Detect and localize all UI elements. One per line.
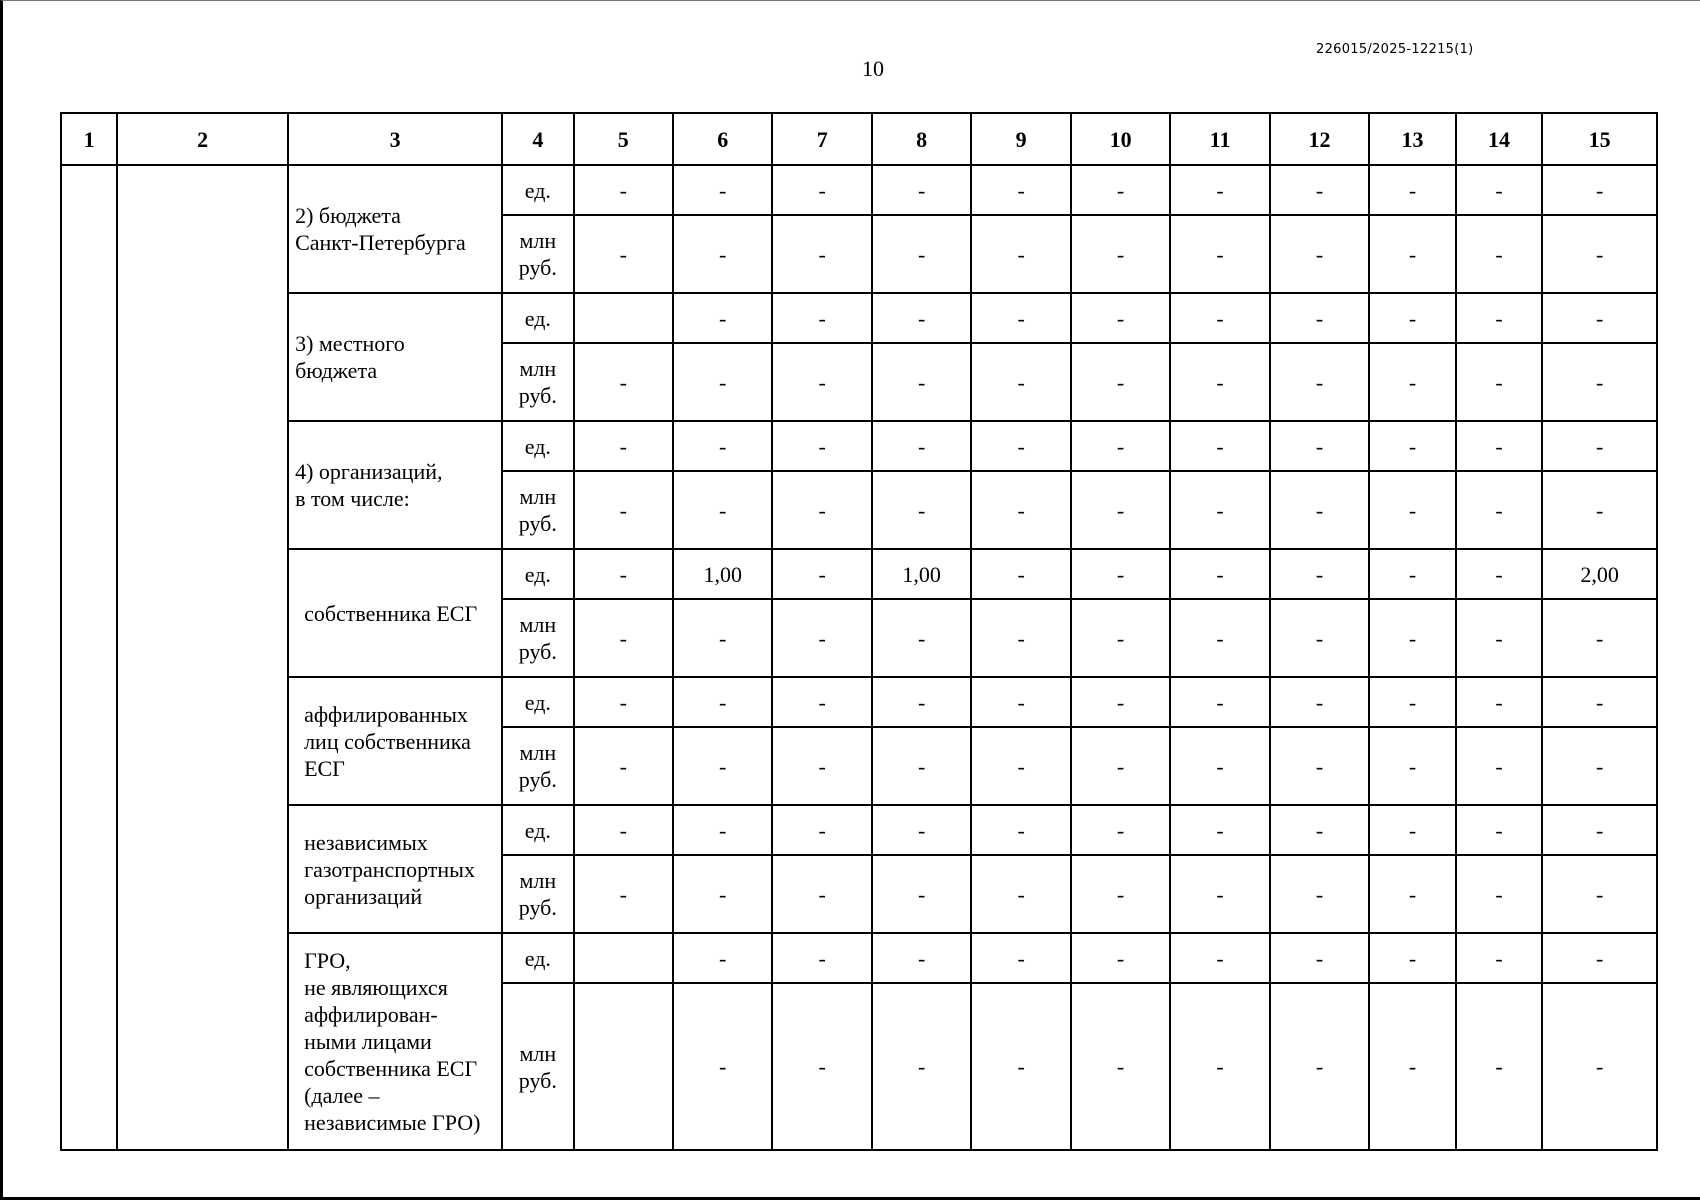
category-label: ГРО, не являющихся аффилирован- ными лицами собственника ЕСГ (далее – независимые ГРО) [288, 933, 502, 1150]
unit-cell: ед. [502, 549, 573, 599]
value-cell: - [574, 421, 673, 471]
value-cell: - [872, 677, 971, 727]
unit-cell: млн руб. [502, 215, 573, 293]
value-cell: - [574, 599, 673, 677]
value-cell: - [1456, 855, 1543, 933]
value-cell: - [1170, 855, 1269, 933]
value-cell: - [872, 805, 971, 855]
unit-cell: млн руб. [502, 727, 573, 805]
value-cell: - [772, 727, 871, 805]
column-header: 2 [117, 113, 288, 165]
value-cell: - [574, 343, 673, 421]
page-number: 10 [862, 56, 884, 81]
value-cell: - [1369, 677, 1456, 727]
unit-cell: млн руб. [502, 983, 573, 1150]
value-cell: - [1369, 727, 1456, 805]
value-cell: - [872, 215, 971, 293]
category-label: независимых газотранспортных организаций [288, 805, 502, 933]
category-label: 4) организаций, в том числе: [288, 421, 502, 549]
value-cell: - [1071, 933, 1170, 983]
value-cell: - [1369, 215, 1456, 293]
value-cell: - [1270, 727, 1369, 805]
value-cell: - [673, 727, 772, 805]
column-header: 12 [1270, 113, 1369, 165]
value-cell: - [574, 471, 673, 549]
column-header: 1 [61, 113, 117, 165]
column-header: 11 [1170, 113, 1269, 165]
value-cell: - [1369, 599, 1456, 677]
value-cell: - [1456, 805, 1543, 855]
financing-table [60, 112, 1658, 1151]
value-cell: 2,00 [1542, 549, 1657, 599]
value-cell: - [673, 983, 772, 1150]
value-cell: - [673, 421, 772, 471]
value-cell: - [1270, 805, 1369, 855]
value-cell: - [971, 599, 1070, 677]
column-header: 3 [288, 113, 502, 165]
value-cell: - [872, 855, 971, 933]
value-cell: - [872, 421, 971, 471]
value-cell: - [1542, 933, 1657, 983]
category-label: аффилированных лиц собственника ЕСГ [288, 677, 502, 805]
value-cell: - [971, 215, 1070, 293]
value-cell: - [1369, 165, 1456, 215]
value-cell: - [1542, 855, 1657, 933]
value-cell: - [1170, 677, 1269, 727]
value-cell: - [1071, 215, 1170, 293]
column-header: 13 [1369, 113, 1456, 165]
value-cell: - [872, 293, 971, 343]
value-cell: - [1170, 599, 1269, 677]
value-cell: - [971, 727, 1070, 805]
unit-cell: млн руб. [502, 599, 573, 677]
column-header: 8 [872, 113, 971, 165]
value-cell: - [1542, 805, 1657, 855]
value-cell: - [971, 343, 1070, 421]
value-cell: - [1369, 933, 1456, 983]
category-label: собственника ЕСГ [288, 549, 502, 677]
value-cell: - [872, 343, 971, 421]
value-cell: - [872, 933, 971, 983]
value-cell: - [574, 727, 673, 805]
value-cell: - [1270, 421, 1369, 471]
value-cell: - [1542, 421, 1657, 471]
value-cell: - [1542, 677, 1657, 727]
value-cell: - [1270, 855, 1369, 933]
value-cell: - [872, 471, 971, 549]
value-cell: - [1456, 677, 1543, 727]
value-cell: - [1071, 165, 1170, 215]
column-header: 7 [772, 113, 871, 165]
table-row [61, 165, 1657, 215]
value-cell: - [971, 471, 1070, 549]
value-cell: - [971, 293, 1070, 343]
value-cell: - [574, 549, 673, 599]
unit-cell: млн руб. [502, 855, 573, 933]
value-cell: - [1456, 471, 1543, 549]
value-cell: - [1456, 727, 1543, 805]
value-cell: - [1542, 471, 1657, 549]
value-cell [574, 933, 673, 983]
column-header: 14 [1456, 113, 1543, 165]
value-cell [574, 983, 673, 1150]
value-cell: 1,00 [872, 549, 971, 599]
value-cell: - [673, 471, 772, 549]
value-cell: - [574, 677, 673, 727]
value-cell: - [574, 805, 673, 855]
unit-cell: ед. [502, 805, 573, 855]
value-cell: - [1542, 599, 1657, 677]
column-header: 15 [1542, 113, 1657, 165]
unit-cell: млн руб. [502, 471, 573, 549]
value-cell: - [1456, 933, 1543, 983]
value-cell: - [772, 215, 871, 293]
value-cell: - [673, 933, 772, 983]
value-cell: - [1071, 471, 1170, 549]
column-header: 4 [502, 113, 573, 165]
column-header: 10 [1071, 113, 1170, 165]
value-cell: - [1456, 165, 1543, 215]
table-row [61, 421, 1657, 471]
value-cell: - [872, 983, 971, 1150]
value-cell: - [1071, 983, 1170, 1150]
value-cell: - [1270, 215, 1369, 293]
value-cell: - [1542, 983, 1657, 1150]
value-cell: - [1071, 293, 1170, 343]
value-cell: - [1071, 421, 1170, 471]
value-cell: - [1542, 165, 1657, 215]
value-cell: - [673, 677, 772, 727]
value-cell: - [971, 549, 1070, 599]
value-cell: - [1456, 549, 1543, 599]
value-cell: - [1270, 471, 1369, 549]
value-cell: - [1170, 549, 1269, 599]
value-cell: - [1170, 293, 1269, 343]
column-header: 5 [574, 113, 673, 165]
category-label: 2) бюджета Санкт-Петербурга [288, 165, 502, 293]
value-cell: - [673, 165, 772, 215]
value-cell: - [574, 215, 673, 293]
value-cell: - [1369, 421, 1456, 471]
value-cell: - [772, 805, 871, 855]
value-cell: - [1270, 933, 1369, 983]
value-cell: - [1270, 549, 1369, 599]
value-cell: - [872, 599, 971, 677]
value-cell: - [673, 293, 772, 343]
value-cell: - [1071, 805, 1170, 855]
table-row [61, 293, 1657, 343]
value-cell: - [971, 983, 1070, 1150]
value-cell: - [1071, 599, 1170, 677]
value-cell: - [1170, 165, 1269, 215]
value-cell: - [1369, 343, 1456, 421]
value-cell: - [772, 983, 871, 1150]
category-label: 3) местного бюджета [288, 293, 502, 421]
value-cell: - [673, 599, 772, 677]
value-cell: - [1071, 343, 1170, 421]
value-cell: - [971, 933, 1070, 983]
value-cell: - [1170, 727, 1269, 805]
value-cell: - [772, 933, 871, 983]
value-cell: - [772, 855, 871, 933]
value-cell: - [1170, 421, 1269, 471]
value-cell: - [772, 343, 871, 421]
value-cell: - [1369, 293, 1456, 343]
value-cell: - [1071, 549, 1170, 599]
value-cell: - [1071, 727, 1170, 805]
value-cell: - [1270, 293, 1369, 343]
value-cell: - [971, 855, 1070, 933]
unit-cell: ед. [502, 165, 573, 215]
value-cell: - [673, 343, 772, 421]
value-cell: - [772, 421, 871, 471]
value-cell: - [1456, 983, 1543, 1150]
value-cell: 1,00 [673, 549, 772, 599]
table-row [61, 549, 1657, 599]
value-cell: - [772, 677, 871, 727]
value-cell: - [1542, 727, 1657, 805]
value-cell: - [872, 727, 971, 805]
value-cell: - [1170, 805, 1269, 855]
value-cell: - [1542, 293, 1657, 343]
value-cell [574, 293, 673, 343]
document-id: 226015/2025-12215(1) [1316, 42, 1474, 57]
value-cell: - [772, 293, 871, 343]
value-cell: - [673, 805, 772, 855]
value-cell: - [1071, 855, 1170, 933]
value-cell: - [971, 805, 1070, 855]
table-row [61, 933, 1657, 983]
value-cell: - [1270, 343, 1369, 421]
value-cell: - [1170, 343, 1269, 421]
value-cell: - [1542, 215, 1657, 293]
unit-cell: млн руб. [502, 343, 573, 421]
value-cell: - [1456, 421, 1543, 471]
value-cell: - [1270, 165, 1369, 215]
value-cell: - [772, 165, 871, 215]
column-header: 9 [971, 113, 1070, 165]
value-cell: - [1456, 293, 1543, 343]
value-cell: - [574, 855, 673, 933]
value-cell: - [1170, 983, 1269, 1150]
value-cell: - [1369, 549, 1456, 599]
value-cell: - [1456, 215, 1543, 293]
column-number-row [61, 113, 1657, 165]
unit-cell: ед. [502, 933, 573, 983]
value-cell: - [1456, 599, 1543, 677]
value-cell: - [1270, 677, 1369, 727]
value-cell: - [772, 599, 871, 677]
value-cell: - [1456, 343, 1543, 421]
value-cell: - [574, 165, 673, 215]
value-cell: - [971, 421, 1070, 471]
value-cell: - [1369, 855, 1456, 933]
unit-cell: ед. [502, 677, 573, 727]
value-cell: - [872, 165, 971, 215]
value-cell: - [1542, 343, 1657, 421]
table-row [61, 805, 1657, 855]
unit-cell: ед. [502, 293, 573, 343]
column-2-cell [117, 165, 288, 1150]
value-cell: - [1170, 471, 1269, 549]
value-cell: - [1170, 215, 1269, 293]
value-cell: - [772, 549, 871, 599]
value-cell: - [1170, 933, 1269, 983]
value-cell: - [1369, 805, 1456, 855]
column-1-cell [61, 165, 117, 1150]
value-cell: - [772, 471, 871, 549]
value-cell: - [673, 215, 772, 293]
value-cell: - [971, 677, 1070, 727]
value-cell: - [1270, 599, 1369, 677]
column-header: 6 [673, 113, 772, 165]
value-cell: - [971, 165, 1070, 215]
unit-cell: ед. [502, 421, 573, 471]
table-row [61, 677, 1657, 727]
value-cell: - [1369, 471, 1456, 549]
value-cell: - [1071, 677, 1170, 727]
value-cell: - [673, 855, 772, 933]
value-cell: - [1270, 983, 1369, 1150]
value-cell: - [1369, 983, 1456, 1150]
